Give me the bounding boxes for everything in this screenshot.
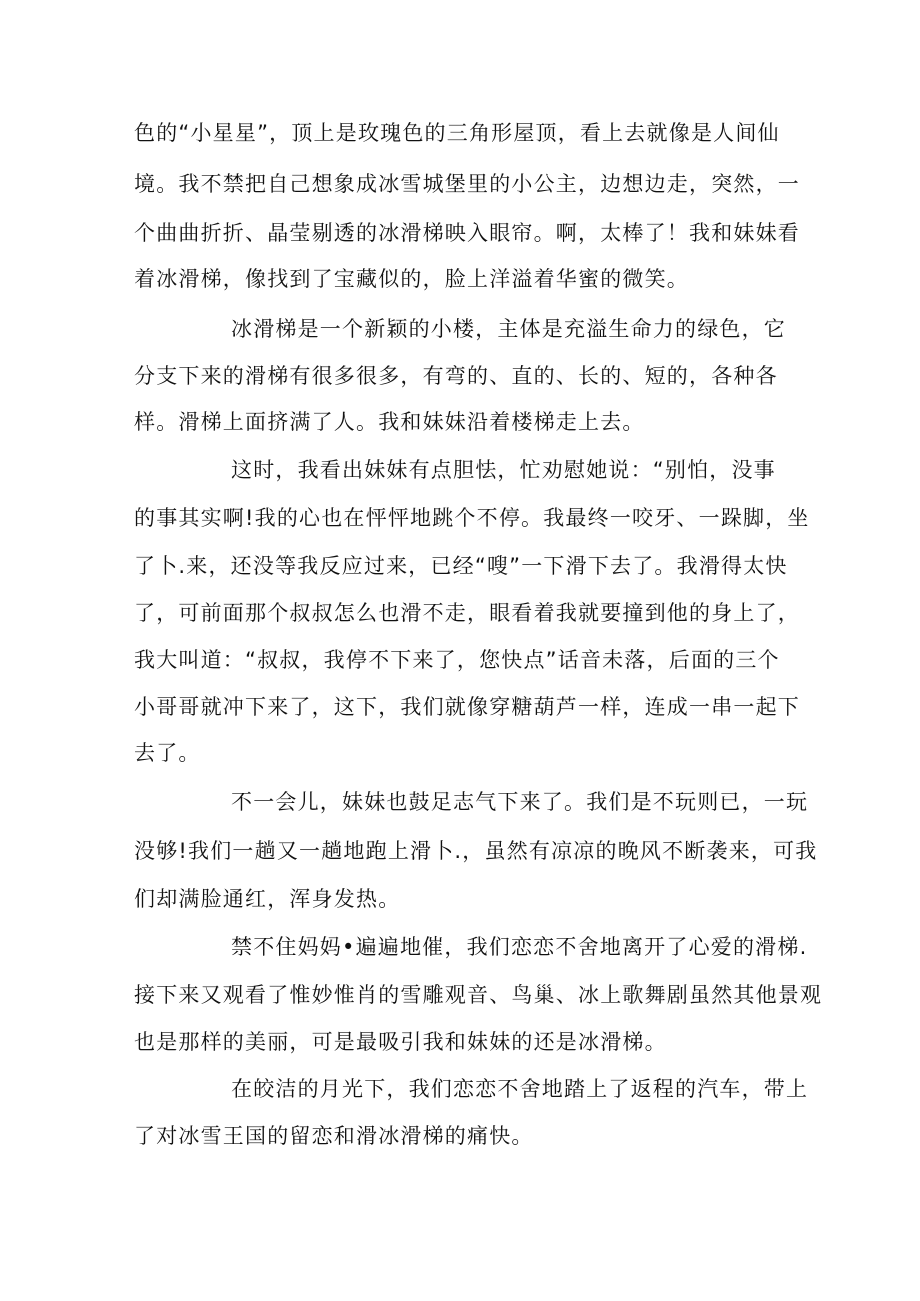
p5-line-2: 接下来又观看了惟妙惟肖的雪雕观音、鸟巢、冰上歌舞剧虽然其他景观 <box>134 983 823 1007</box>
p3-line-6: 小哥哥就冲下来了，这下，我们就像穿糖葫芦一样，连成一串一起下 <box>134 695 800 719</box>
p1-line-1: 色的“小星星”，顶上是玫瑰色的三角形屋顶，看上去就像是人间仙 <box>134 121 780 145</box>
p1-line-4: 着冰滑梯，像找到了宝藏似的，脸上洋溢着华蜜的微笑。 <box>134 267 689 291</box>
p1-line-2: 境。我不禁把自己想象成冰雪城堡里的小公主，边想边走，突然，一 <box>134 172 800 196</box>
p2-line-2: 分支下来的滑梯有很多很多，有弯的、直的、长的、短的，各种各 <box>134 364 778 388</box>
p4-line-1: 不一会儿，妹妹也鼓足志气下来了。我们是不玩则已，一玩 <box>231 790 809 814</box>
p3-line-7: 去了。 <box>134 741 201 765</box>
p3-line-4: 了，可前面那个叔叔怎么也滑不走，眼看着我就要撞到他的身上了， <box>134 601 800 625</box>
p4-line-2: 没够!我们一趟又一趟地跑上滑卜.，虽然有凉凉的晚风不断袭来，可我 <box>134 839 818 863</box>
p2-line-1: 冰滑梯是一个新颖的小楼，主体是充溢生命力的绿色，它 <box>231 317 786 341</box>
p4-line-3: 们却满脸通红，浑身发热。 <box>134 887 401 911</box>
p5-line-1: 禁不住妈妈•遍遍地催，我们恋恋不舍地离开了心爱的滑梯. <box>231 935 808 959</box>
p3-line-5: 我大叫道：“叔叔，我停不下来了，您快点”话音未落，后面的三个 <box>134 648 780 672</box>
p2-line-3: 样。滑梯上面挤满了人。我和妹妹沿着楼梯走上去。 <box>134 410 645 434</box>
p3-line-3: 了卜.来，还没等我反应过来，已经“嗖”一下滑下去了。我滑得太快 <box>134 554 788 578</box>
p6-line-2: 了对冰雪王国的留恋和滑冰滑梯的痛快。 <box>134 1124 534 1148</box>
p3-line-1: 这时，我看出妹妹有点胆怯，忙劝慰她说：“别怕，没事 <box>231 458 776 482</box>
p5-line-3: 也是那样的美丽，可是最吸引我和妹妹的还是冰滑梯。 <box>134 1030 667 1054</box>
p6-line-1: 在皎洁的月光下，我们恋恋不舍地踏上了返程的汽车，带上 <box>231 1077 809 1101</box>
p3-line-2: 的事其实啊!我的心也在怦怦地跳个不停。我最终一咬牙、一跺脚，坐 <box>134 506 810 530</box>
p1-line-3: 个曲曲折折、晶莹剔透的冰滑梯映入眼帘。啊，太棒了！我和妹妹看 <box>134 221 800 245</box>
